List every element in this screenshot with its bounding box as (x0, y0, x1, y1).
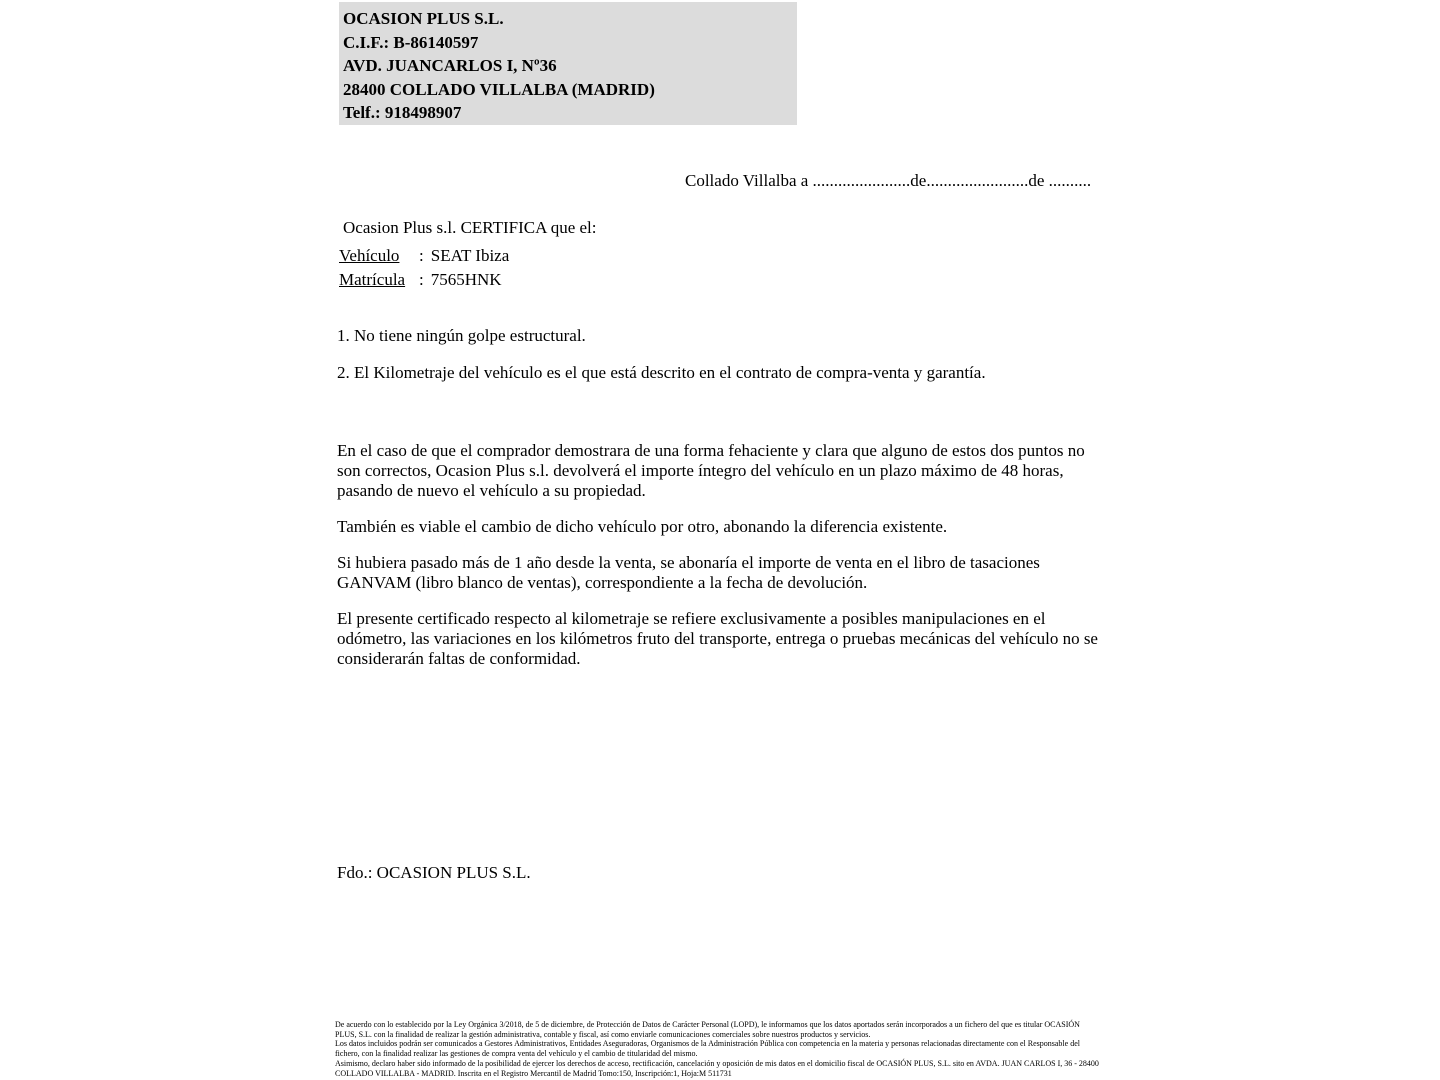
plate-field-row (339, 268, 597, 292)
company-cif: C.I.F.: B-86140597 (343, 32, 479, 52)
vehicle-field-row (339, 244, 597, 268)
paragraph-exchange: También es viable el cambio de dicho vehículo por otro, abonando la diferencia existente. (337, 517, 948, 536)
company-city: 28400 COLLADO VILLALBA (MADRID) (343, 79, 655, 99)
company-header-box (339, 2, 797, 125)
company-address: AVD. JUANCARLOS I, Nº36 (343, 56, 557, 76)
legal-rights-paragraph: Asimismo, declaro haber sido informado de la posibilidad de ejercer los derechos de acceso, rectificación, cancelación y oposición de mis datos en el domicilio fiscal de OCASIÓN PLUS, S.L. sito en AVDA. JUAN CARLOS I, 36 - 28400 COLLADO VILLALBA - MADRID. Inscrita en el Registro Mercantil de Madrid Tomo:150, Inscripción:1, Hoja:M 511731 (335, 1058, 1099, 1078)
legal-data-sharing-paragraph: Los datos incluidos podrán ser comunicados a Gestores Administrativos, Entidades Aseguradoras, Organismos de la Administración Pública con competencia en la materia y personas relacionadas directamente con el Responsable del fichero, con la finalidad realizar las gestiones de compra venta del vehículo y el cambio de titularidad del mismo. (335, 1039, 1080, 1059)
certification-block (339, 217, 597, 291)
company-phone: Telf.: 918498907 (343, 103, 462, 123)
date-fill-in-line: Collado Villalba a .......................de........................de .......... (685, 171, 1092, 190)
legal-fine-print (335, 1020, 1101, 1078)
point-2: 2. El Kilometraje del vehículo es el que está descrito en el contrato de compra-venta y garantía. (337, 363, 986, 382)
vehicle-field-label: Vehículo (339, 246, 400, 265)
vehicle-field-value: SEAT Ibiza (430, 246, 510, 265)
point-1: 1. No tiene ningún golpe estructural. (337, 326, 586, 345)
plate-field-separator: : (419, 269, 424, 289)
certification-intro: Ocasion Plus s.l. CERTIFICA que el: (343, 218, 597, 237)
plate-field-value: 7565HNK (430, 269, 502, 289)
certified-points (337, 326, 1117, 383)
terms-paragraphs (337, 441, 1109, 669)
paragraph-refund: En el caso de que el comprador demostrara de una forma fehaciente y clara que alguno de estos dos puntos no son correctos, Ocasion Plus s.l. devolverá el importe íntegro del vehículo en un plazo máximo de 48 horas, pasando de nuevo el vehículo a su propiedad. (337, 441, 1085, 500)
legal-lopd-paragraph: De acuerdo con lo establecido por la Ley Orgánica 3/2018, de 5 de diciembre, de Protección de Datos de Carácter Personal (LOPD), le informamos que los datos aportados serán incorporados a un fichero del que es titular OCASIÓN PLUS, S.L. con la finalidad de realizar la gestión administrativa, contable y fiscal, así como enviarle comunicaciones comerciales sobre nuestros productos y servicios. (335, 1020, 1080, 1039)
vehicle-field-separator: : (419, 246, 424, 265)
signature-line: Fdo.: OCASION PLUS S.L. (337, 863, 531, 882)
plate-field-label: Matrícula (339, 269, 406, 289)
paragraph-odometer: El presente certificado respecto al kilometraje se refiere exclusivamente a posibles manipulaciones en el odómetro, las variaciones en los kilómetros fruto del transporte, entrega o pruebas mecánicas del vehículo no se considerarán faltas de conformidad. (337, 609, 1098, 668)
paragraph-ganvam: Si hubiera pasado más de 1 año desde la venta, se abonaría el importe de venta en el libro de tasaciones GANVAM (libro blanco de ventas), correspondiente a la fecha de devolución. (337, 553, 1040, 592)
company-name: OCASION PLUS S.L. (343, 9, 504, 28)
